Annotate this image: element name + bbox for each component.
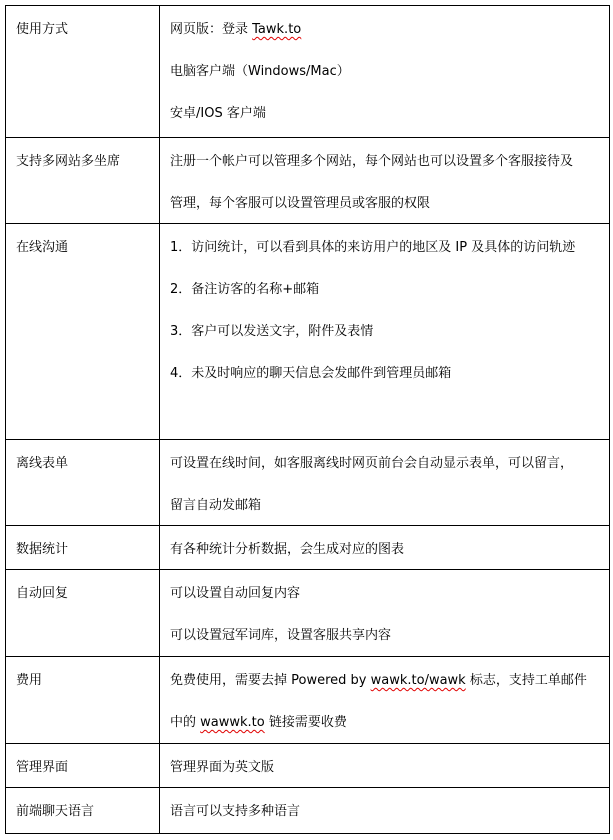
content-line	[170, 456, 609, 472]
table-row	[6, 6, 610, 138]
line-gap	[170, 298, 609, 324]
row-label-cell	[6, 224, 160, 440]
content-line	[170, 715, 609, 731]
row-label-cell	[6, 788, 160, 834]
row-label: 管理界面	[16, 760, 69, 775]
row-content	[160, 440, 609, 514]
content-line	[170, 760, 609, 776]
row-content	[160, 526, 609, 558]
row-label: 在线沟通	[16, 240, 69, 255]
row-content-cell	[160, 788, 610, 834]
table-row	[6, 440, 610, 526]
row-label-cell	[6, 138, 160, 224]
line-gap	[170, 80, 609, 106]
row-label-cell	[6, 6, 160, 138]
row-label: 自动回复	[16, 586, 69, 601]
line-gap	[170, 602, 609, 628]
text-segment: 标志，支持工单邮件	[465, 673, 587, 688]
content-line	[170, 324, 609, 340]
text-segment: 4．未及时响应的聊天信息会发邮件到管理员邮箱	[170, 366, 452, 381]
row-label: 前端聊天语言	[16, 804, 95, 819]
row-content	[160, 224, 609, 382]
text-segment: 链接需要收费	[264, 715, 347, 730]
table-row	[6, 657, 610, 744]
table-row	[6, 570, 610, 657]
row-content-cell	[160, 526, 610, 570]
content-line	[170, 673, 609, 689]
row-label-cell	[6, 657, 160, 744]
text-segment: 安卓/IOS 客户端	[170, 106, 266, 121]
table-row	[6, 138, 610, 224]
content-line	[170, 804, 609, 820]
row-content-cell	[160, 744, 610, 788]
text-segment: 网页版：登录	[170, 22, 253, 37]
row-content-cell	[160, 570, 610, 657]
content-line	[170, 64, 609, 80]
feature-table	[5, 5, 610, 834]
table-row	[6, 224, 610, 440]
text-segment: 语言可以支持多种语言	[170, 804, 301, 819]
row-content	[160, 657, 609, 731]
text-segment: 有各种统计分析数据，会生成对应的图表	[170, 542, 405, 557]
spellcheck-flagged-text: Tawk.to	[252, 22, 302, 37]
row-label-cell	[6, 570, 160, 657]
text-segment: 可设置在线时间，如客服离线时网页前台会自动显示表单，可以留言，	[170, 456, 574, 471]
line-gap	[170, 340, 609, 366]
spellcheck-flagged-text: wawwk.to	[200, 715, 265, 730]
text-segment: 电脑客户端（Windows/Mac）	[170, 64, 350, 79]
row-content	[160, 138, 609, 212]
row-content-cell	[160, 657, 610, 744]
table-row	[6, 788, 610, 834]
row-label: 数据统计	[16, 542, 69, 557]
text-segment: 2．备注访客的名称+邮箱	[170, 282, 320, 297]
content-line	[170, 240, 609, 256]
line-gap	[170, 38, 609, 64]
line-gap	[170, 472, 609, 498]
row-content	[160, 570, 609, 644]
row-content	[160, 6, 609, 122]
row-content	[160, 788, 609, 820]
content-line	[170, 154, 609, 170]
content-line	[170, 498, 609, 514]
content-line	[170, 196, 609, 212]
row-content-cell	[160, 6, 610, 138]
row-label-cell	[6, 526, 160, 570]
spellcheck-flagged-text: wawk.to/wawk	[370, 673, 466, 688]
row-content-cell	[160, 440, 610, 526]
content-line	[170, 106, 609, 122]
row-label: 支持多网站多坐席	[16, 154, 121, 169]
line-gap	[170, 170, 609, 196]
line-gap	[170, 689, 609, 715]
text-segment: 管理界面为英文版	[170, 760, 275, 775]
table-row	[6, 526, 610, 570]
text-segment: 中的	[170, 715, 201, 730]
text-segment: 注册一个帐户可以管理多个网站，每个网站也可以设置多个客服接待及	[170, 154, 574, 169]
text-segment: 免费使用，需要去掉 Powered by	[170, 673, 371, 688]
content-line	[170, 366, 609, 382]
row-content-cell	[160, 224, 610, 440]
text-segment: 3．客户可以发送文字，附件及表情	[170, 324, 374, 339]
content-line	[170, 542, 609, 558]
row-label: 费用	[16, 673, 43, 688]
table-row	[6, 744, 610, 788]
content-line	[170, 282, 609, 298]
row-content	[160, 744, 609, 776]
text-segment: 管理，每个客服可以设置管理员或客服的权限	[170, 196, 431, 211]
content-line	[170, 22, 609, 38]
line-gap	[170, 256, 609, 282]
row-label-cell	[6, 440, 160, 526]
row-label: 离线表单	[16, 456, 69, 471]
text-segment: 留言自动发邮箱	[170, 498, 262, 513]
row-content-cell	[160, 138, 610, 224]
text-segment: 1．访问统计，可以看到具体的来访用户的地区及 IP 及具体的访问轨迹	[170, 240, 576, 255]
row-label: 使用方式	[16, 22, 69, 37]
content-line	[170, 586, 609, 602]
text-segment: 可以设置自动回复内容	[170, 586, 301, 601]
content-line	[170, 628, 609, 644]
row-label-cell	[6, 744, 160, 788]
text-segment: 可以设置冠军词库，设置客服共享内容	[170, 628, 392, 643]
